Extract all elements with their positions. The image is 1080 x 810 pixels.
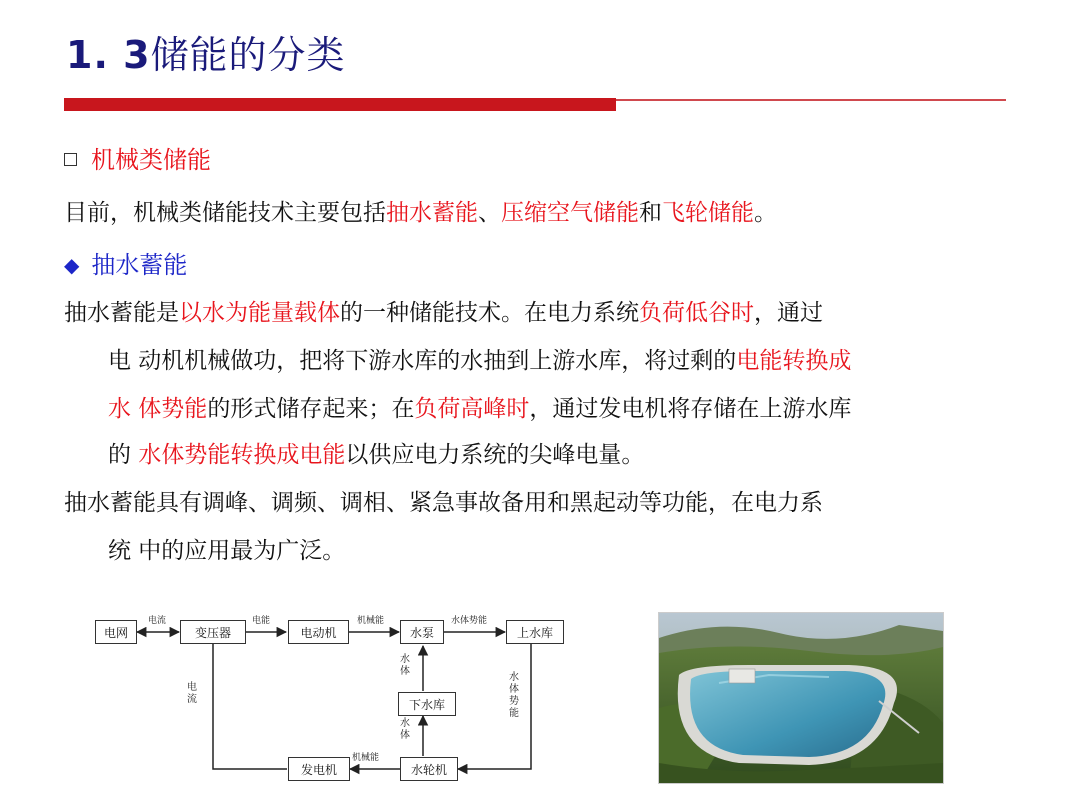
paragraph1-line3	[108, 386, 851, 432]
para-text: 抽水蓄能具有调峰、调频、调相、紧急事故备用和黑起动等功能，在电力系	[64, 490, 823, 516]
title-text: 储能的分类	[150, 33, 346, 77]
para-text: 电 动机机械做功，把将下游水库的水抽到上游水库，将过剩的	[108, 348, 737, 374]
pumped-storage-flow-diagram	[80, 600, 600, 795]
pumped-storage-reservoir-photo	[658, 612, 944, 784]
label-current: 电流	[148, 616, 167, 626]
paragraph2-line1	[64, 480, 823, 526]
node-grid: 电网	[95, 620, 137, 644]
intro-text: 目前，机械类储能技术主要包括	[64, 200, 386, 226]
paragraph1-line1	[64, 290, 823, 336]
node-generator: 发电机	[288, 757, 350, 781]
para-text: 以供应电力系统的尖峰电量。	[345, 442, 645, 468]
label-water-upper: 水体	[400, 654, 410, 677]
para-text: 统 中的应用最为广泛。	[108, 538, 346, 564]
para-highlight: 水体势能转换成电能	[138, 442, 346, 468]
node-pump: 水泵	[400, 620, 444, 644]
intro-text: 和	[639, 200, 662, 226]
subsection-heading-text: 抽水蓄能	[91, 251, 188, 279]
paragraph1-line4	[108, 432, 644, 478]
node-lower-reservoir: 下水库	[398, 692, 456, 716]
para-highlight: 负荷低谷时	[639, 300, 754, 326]
paragraph2-line2	[108, 528, 345, 574]
intro-highlight: 飞轮储能	[662, 200, 754, 226]
label-mech-energy-top: 机械能	[357, 616, 385, 626]
subsection-heading	[64, 245, 187, 280]
intro-text: 、	[478, 200, 501, 226]
para-highlight: 水 体势能	[108, 396, 208, 422]
intro-line	[64, 190, 777, 236]
label-mech-energy-bottom: 机械能	[352, 753, 380, 763]
node-motor: 电动机	[288, 620, 349, 644]
para-text: ，通过发电机将存储在上游水库	[529, 396, 852, 422]
para-text: 抽水蓄能是	[64, 300, 179, 326]
node-transformer: 变压器	[180, 620, 246, 644]
para-highlight: 负荷高峰时	[414, 396, 530, 422]
para-text: 的	[108, 442, 139, 468]
label-water-potential-top: 水体势能	[451, 616, 488, 626]
label-power: 电能	[252, 616, 271, 626]
para-highlight: 电能转换成	[736, 348, 852, 374]
intro-highlight: 压缩空气储能	[501, 200, 639, 226]
title-underline-thin	[616, 99, 1006, 101]
para-text: 的一种储能技术。在电力系统	[340, 300, 639, 326]
intro-text: 。	[754, 200, 777, 226]
reservoir-illustration	[659, 613, 943, 783]
intro-highlight: 抽水蓄能	[386, 200, 478, 226]
page-title	[66, 24, 346, 79]
title-number: 1. 3	[66, 33, 151, 77]
title-underline-thick	[64, 98, 616, 111]
para-highlight: 以水为能量载体	[179, 300, 340, 326]
diamond-bullet-icon: ◆	[64, 253, 80, 277]
para-text: ，通过	[754, 300, 823, 326]
label-current-vertical: 电流	[187, 682, 197, 705]
square-bullet-icon	[64, 153, 77, 166]
paragraph1-line2	[108, 338, 851, 384]
label-water-lower: 水体	[400, 718, 410, 741]
section-heading-text: 机械类储能	[91, 146, 211, 174]
label-water-potential-vertical: 水体势能	[509, 672, 519, 719]
node-turbine: 水轮机	[400, 757, 458, 781]
para-text: 的形式储存起来；在	[207, 396, 415, 422]
node-upper-reservoir: 上水库	[506, 620, 564, 644]
section-heading	[64, 140, 211, 175]
